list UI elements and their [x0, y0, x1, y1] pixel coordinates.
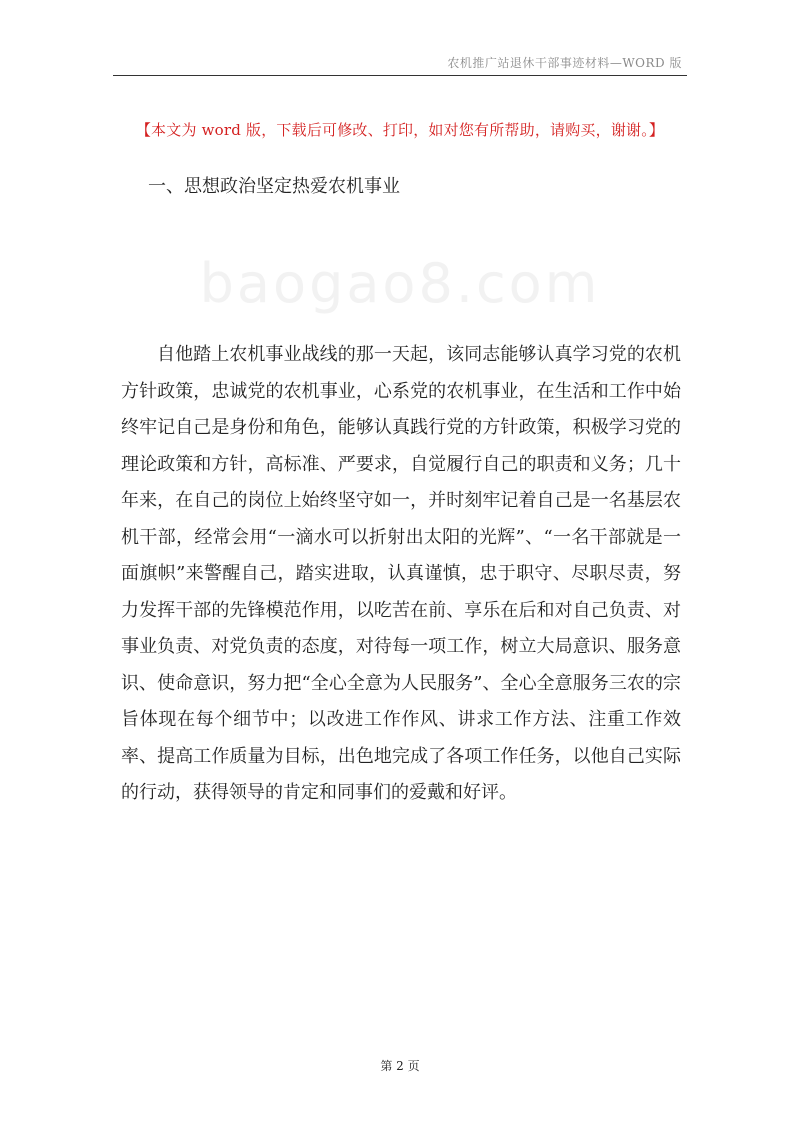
header-divider	[113, 75, 687, 76]
header-title: 农机推广站退休干部事迹材料—WORD 版	[447, 56, 682, 70]
page-number: 第 2 页	[380, 1059, 420, 1073]
body-paragraph: 自他踏上农机事业战线的那一天起，该同志能够认真学习党的农机方针政策，忠诚党的农机事业，心系党的农机事业，在生活和工作中始终牢记自己是身份和角色，能够认真践行党的方针政策，积极学习党的理论政策和方针，高标准、严要求，自觉履行自己的职责和义务；几十年来，在自己的岗位上始终坚守如一，并时刻牢记着自己是一名基层农机干部，经常会用“一滴水可以折射出太阳的光辉”、“一名干部就是一面旗帜”来警醒自己，踏实进取，认真谨慎，忠于职守、尽职尽责，努力发挥干部的先锋模范作用，以吃苦在前、享乐在后和对自己负责、对事业负责、对党负责的态度，对待每一项工作，树立大局意识、服务意识、使命意识，努力把“全心全意为人民服务”、全心全意服务三农的宗旨体现在每个细节中；以改进工作作风、讲求工作方法、注重工作效率、提高工作质量为目标，出色地完成了各项工作任务，以他自己实际的行动，获得领导的肯定和同事们的爱戴和好评。	[121, 344, 681, 803]
purchase-notice: 【本文为 word 版，下载后可修改、打印，如对您有所帮助，请购买，谢谢。】	[135, 121, 665, 139]
section-heading: 一、思想政治坚定热爱农机事业	[148, 176, 400, 197]
watermark: baogao8.com	[199, 252, 601, 315]
